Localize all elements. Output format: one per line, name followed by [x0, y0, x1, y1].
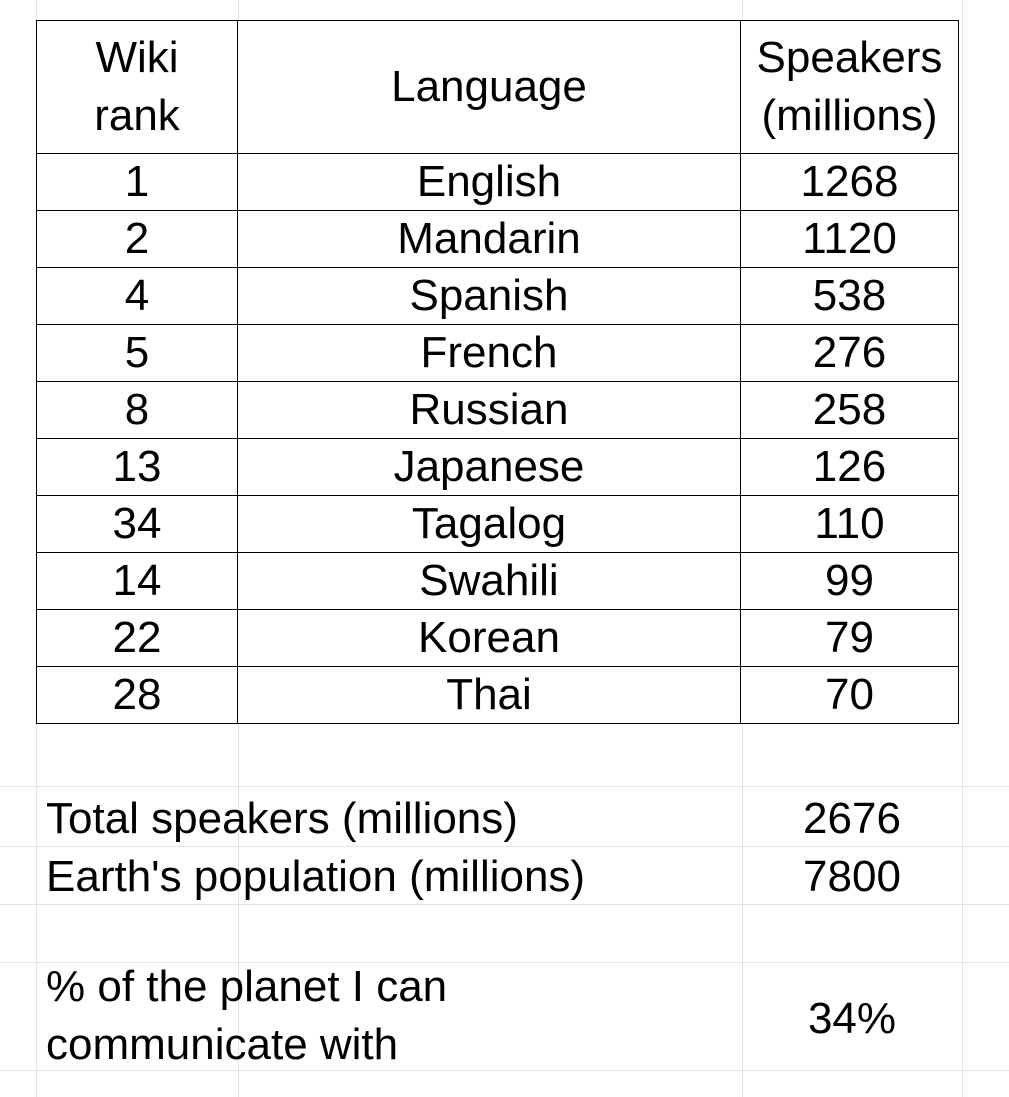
speakers-cell[interactable]: 110 — [741, 496, 959, 553]
total-speakers-value[interactable]: 2676 — [803, 794, 901, 843]
speakers-cell[interactable]: 99 — [741, 553, 959, 610]
speakers-cell[interactable]: 126 — [741, 439, 959, 496]
header-wiki-rank[interactable] — [37, 21, 238, 154]
language-cell[interactable]: Russian — [238, 382, 741, 439]
table-row — [37, 439, 959, 496]
rank-cell[interactable]: 22 — [37, 610, 238, 667]
rank-cell[interactable]: 5 — [37, 325, 238, 382]
speakers-cell[interactable]: 1268 — [741, 154, 959, 211]
header-wiki-rank-text: Wiki rank — [94, 33, 180, 140]
earth-population-label[interactable]: Earth's population (millions) — [46, 852, 586, 901]
gridline — [962, 0, 963, 1097]
language-table — [36, 20, 959, 724]
header-language[interactable]: Language — [238, 21, 741, 154]
speakers-cell[interactable]: 70 — [741, 667, 959, 724]
language-cell[interactable]: Swahili — [238, 553, 741, 610]
header-speakers[interactable] — [741, 21, 959, 154]
speakers-cell[interactable]: 79 — [741, 610, 959, 667]
language-cell[interactable]: Mandarin — [238, 211, 741, 268]
speakers-cell[interactable]: 258 — [741, 382, 959, 439]
language-cell[interactable]: Tagalog — [238, 496, 741, 553]
percent-planet-label[interactable] — [46, 958, 706, 1074]
table-row — [37, 610, 959, 667]
table-row — [37, 496, 959, 553]
rank-cell[interactable]: 28 — [37, 667, 238, 724]
table-row — [37, 382, 959, 439]
language-cell[interactable]: Korean — [238, 610, 741, 667]
header-speakers-text: Speakers (millions) — [756, 33, 943, 140]
speakers-cell[interactable]: 276 — [741, 325, 959, 382]
language-cell[interactable]: English — [238, 154, 741, 211]
speakers-cell[interactable]: 1120 — [741, 211, 959, 268]
language-cell[interactable]: French — [238, 325, 741, 382]
table-row — [37, 667, 959, 724]
percent-planet-value[interactable]: 34% — [807, 994, 897, 1043]
language-cell[interactable]: Spanish — [238, 268, 741, 325]
percent-planet-label-text: % of the planet I can communicate with — [46, 962, 448, 1069]
language-cell[interactable]: Thai — [238, 667, 741, 724]
total-speakers-label[interactable]: Total speakers (millions) — [46, 794, 518, 843]
rank-cell[interactable]: 13 — [37, 439, 238, 496]
table-row — [37, 211, 959, 268]
table-row — [37, 154, 959, 211]
rank-cell[interactable]: 1 — [37, 154, 238, 211]
table-row — [37, 325, 959, 382]
rank-cell[interactable]: 8 — [37, 382, 238, 439]
earth-population-value[interactable]: 7800 — [803, 852, 901, 901]
rank-cell[interactable]: 4 — [37, 268, 238, 325]
language-cell[interactable]: Japanese — [238, 439, 741, 496]
rank-cell[interactable]: 14 — [37, 553, 238, 610]
rank-cell[interactable]: 2 — [37, 211, 238, 268]
header-row — [37, 21, 959, 154]
gridline — [0, 786, 1009, 787]
speakers-cell[interactable]: 538 — [741, 268, 959, 325]
rank-cell[interactable]: 34 — [37, 496, 238, 553]
table-row — [37, 553, 959, 610]
table-row — [37, 268, 959, 325]
